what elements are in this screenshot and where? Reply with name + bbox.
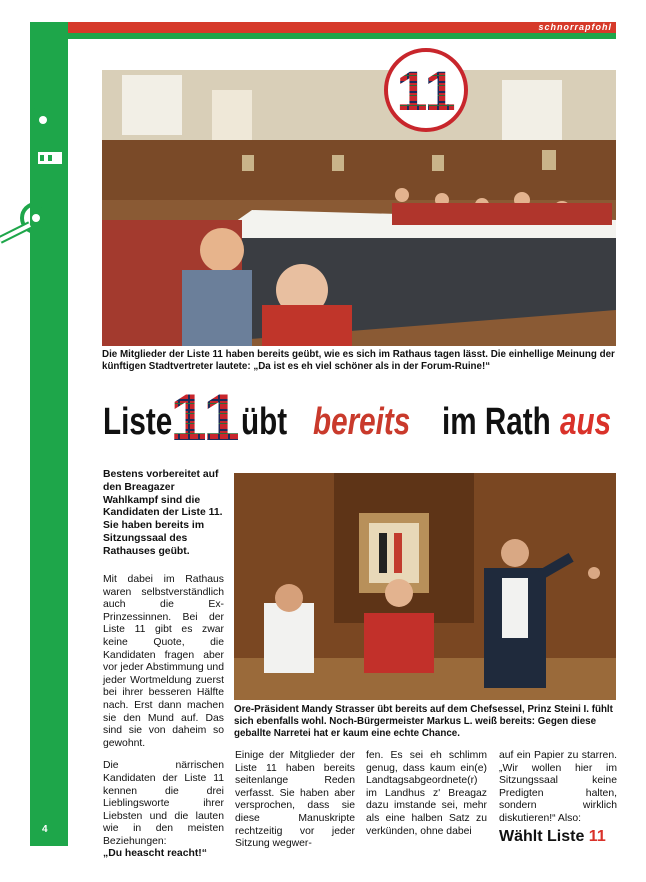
mascot-wrench-icon <box>0 100 70 270</box>
column-c: fen. Es sei eh schlimm genug, dass kaum ein(e) Landtagsabgeordnete(r) im Landhus z' Breagaz dazu imstande sei, mehr als eine halben Satz zu verkünden, ohne dabei <box>366 750 487 837</box>
headline-part1: Liste <box>103 401 173 443</box>
column-a <box>103 574 224 871</box>
header-red-stripe <box>68 22 616 33</box>
closing-slogan <box>499 828 606 846</box>
column-a-quote: „Du heascht reacht!“ <box>103 848 207 860</box>
headline-part2: übt <box>241 401 288 443</box>
photo-council-hall <box>102 70 616 346</box>
badge-number: 11 <box>396 59 456 122</box>
headline-part3: bereits <box>313 401 411 443</box>
closing-text: Wählt Liste <box>499 828 585 845</box>
liste-11-badge-icon <box>384 48 468 132</box>
page-number: 4 <box>42 824 48 835</box>
headline-number <box>170 380 240 454</box>
photo-chefsessel <box>234 473 616 700</box>
top-photo-caption: Die Mitglieder der Liste 11 haben bereits geübt, wie es sich im Rathaus tagen lässt. Die einhellige Meinung der künftigen Stadtvertreter lautete: „Da ist es eh viel schöner als in der Forum-Ruine!“ <box>102 349 615 372</box>
closing-number: 11 <box>588 828 606 845</box>
headline-part4: im Rath <box>442 401 551 443</box>
headline-part5: aus <box>560 401 612 443</box>
svg-text:11: 11 <box>170 380 240 454</box>
column-a-paragraph-2: Die närrischen Kandidaten der Liste 11 kennen die drei Lieblingsworte ihrer Liebsten und die lauten wie in den meisten Beziehungen: <box>103 760 224 847</box>
column-a-paragraph-1: Mit dabei im Rathaus waren selbstverständlich auch die Ex-Prinzessinnen. Bei der Liste 11 gibt es zwar keine Quote, die Kandidaten fragen aber vor jeder Abstimmung und jeder Wortmeldung zuerst bei ihrer besseren Hälfte nach. Erst dann machen sie den Mund auf. Das sind sie von daheim so gewohnt. <box>103 574 224 749</box>
header-green-stripe <box>68 33 616 39</box>
intro-text: Bestens vorbereitet auf den Breagazer Wahlkampf sind die Kandidaten der Liste 11. Sie haben bereits im Sitzungssaal des Rathauses geübt. <box>103 469 223 557</box>
brand-name: schnorrapfohl <box>538 22 612 32</box>
bottom-photo-caption: Ore-Präsident Mandy Strasser übt bereits auf dem Chefsessel, Prinz Steini I. fühlt sich ebenfalls wohl. Noch-Bürgermeister Markus L. weiß bereits: Gegen diese geballte Narretei hat er kaum eine echte Chance. <box>234 704 613 740</box>
column-d: auf ein Papier zu starren. „Wir wollen hier im Sitzungssaal keine Predigten halten, sondern wirklich diskutieren!“ Also: <box>499 750 617 824</box>
column-b: Einige der Mitglieder der Liste 11 haben bereits seitenlange Reden verfasst. Sie haben aber versprochen, dass sie diese Manuskripte rechtzeitig vor jeder Sitzung wegwer- <box>235 750 355 850</box>
headline <box>103 380 623 454</box>
